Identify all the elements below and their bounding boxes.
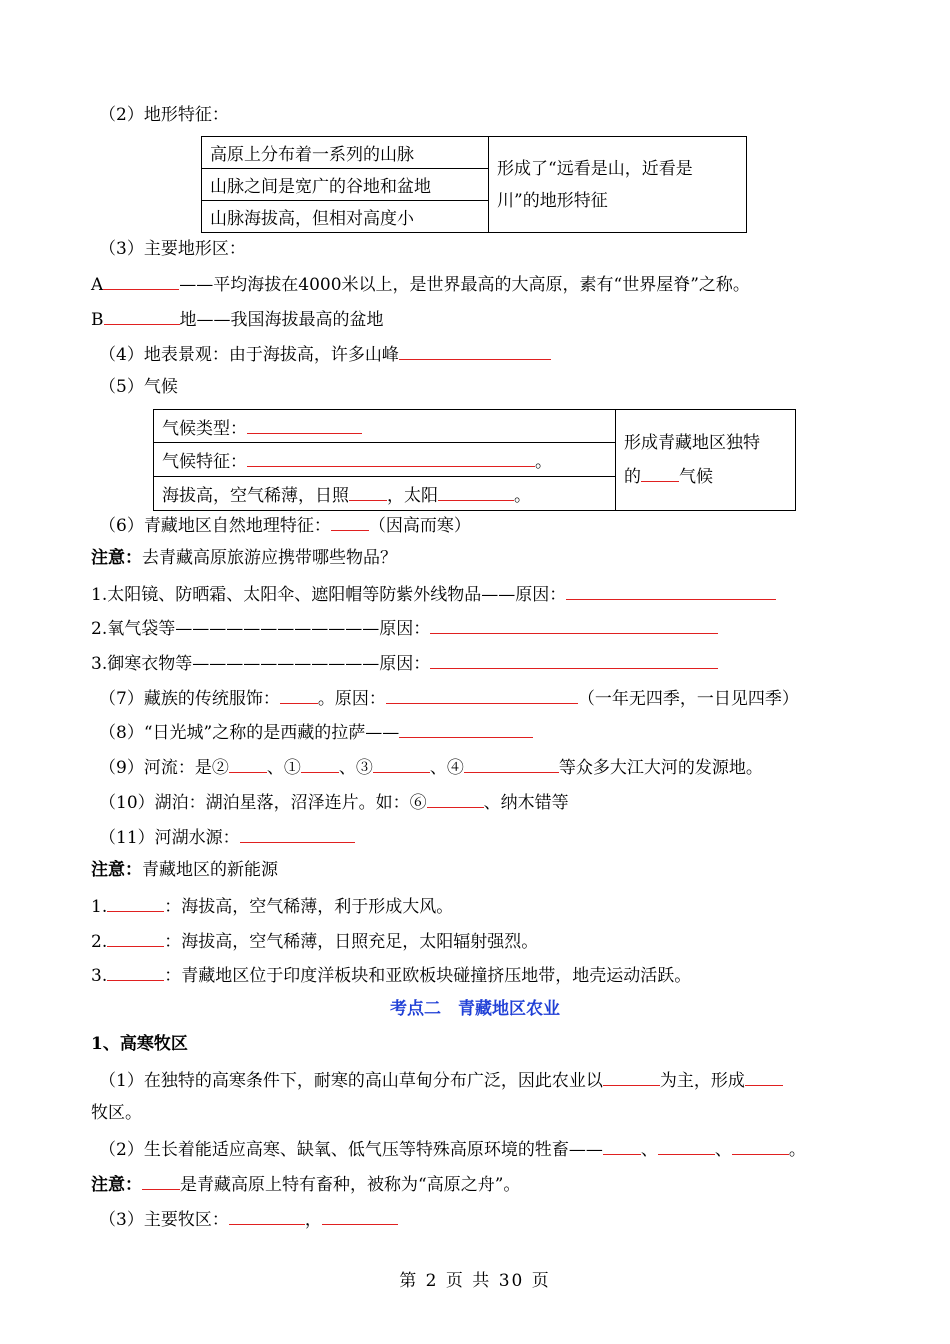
blank-energy-3[interactable] [107, 963, 164, 981]
blank-climate-unique[interactable] [641, 464, 679, 482]
terrain-result: 形成了“远看是山，近看是 川”的地形特征 [489, 137, 747, 233]
section-landforms-label: （3）主要地形区： [99, 239, 246, 259]
climate-result: 形成青藏地区独特 的 气候 [616, 410, 796, 511]
blank-river-2[interactable] [229, 755, 267, 773]
blank-river-1[interactable] [301, 755, 339, 773]
blank-costume[interactable] [280, 686, 318, 704]
surface-landscape: （4）地表景观：由于海拔高，许多山峰 [99, 342, 551, 366]
terrain-row-1: 高原上分布着一系列的山脉 [202, 137, 489, 169]
lakes: （10）湖泊：湖泊星落，沼泽连片。如：⑥ 、纳木错等 [99, 790, 569, 814]
rivers: （9）河流：是② 、① 、③ 、④ 等众多大江大河的发源地。 [99, 755, 763, 779]
blank-sunshine[interactable] [349, 483, 387, 501]
blank-energy-2[interactable] [107, 929, 164, 947]
climate-feature-row: 气候特征： 。 [154, 443, 616, 477]
terrain-row-3: 山脉海拔高，但相对高度小 [202, 201, 489, 233]
blank-livestock-1[interactable] [603, 1137, 641, 1155]
blank-river-3[interactable] [373, 755, 430, 773]
blank-sun[interactable] [438, 483, 514, 501]
travel-item-2: 2.氧气袋等————————————原因： [91, 616, 718, 640]
sun-city: （8）“日光城”之称的是西藏的拉萨—— [99, 720, 533, 744]
blank-reason-1[interactable] [566, 582, 776, 600]
blank-costume-reason[interactable] [386, 686, 578, 704]
pastoral-p1: （1）在独特的高寒条件下，耐寒的高山草甸分布广泛，因此农业以 为主，形成 [99, 1068, 783, 1092]
blank-water-source[interactable] [240, 825, 355, 843]
blank-reason-3[interactable] [430, 651, 718, 669]
note-travel: 注意：去青藏高原旅游应携带哪些物品？ [91, 548, 397, 568]
pastoral-p2: （2）生长着能适应高寒、缺氧、低气压等特殊高原环境的牲畜—— 、 、 。 [99, 1137, 806, 1161]
blank-b[interactable] [104, 307, 180, 325]
blank-pastoral-region[interactable] [745, 1068, 783, 1086]
blank-climate-type[interactable] [247, 416, 362, 434]
heading-pastoral: 1、高寒牧区 [91, 1034, 188, 1054]
blank-pasture-2[interactable] [322, 1207, 398, 1225]
blank-livestock-2[interactable] [658, 1137, 715, 1155]
blank-climate-feature[interactable] [247, 449, 535, 467]
tibetan-costume: （7）藏族的传统服饰： 。原因： （一年无四季，一日见四季） [99, 686, 799, 710]
energy-item-1: 1. ：海拔高，空气稀薄，利于形成大风。 [91, 894, 453, 918]
blank-energy-1[interactable] [107, 894, 164, 912]
energy-item-2: 2. ：海拔高，空气稀薄，日照充足，太阳辐射强烈。 [91, 929, 538, 953]
climate-table [153, 409, 796, 511]
blank-sun-city[interactable] [399, 720, 533, 738]
page-footer: 第 2 页 共 30 页 [399, 1271, 551, 1291]
pastoral-p1-cont: 牧区。 [91, 1103, 142, 1123]
landform-b: B 地——我国海拔最高的盆地 [91, 307, 384, 331]
blank-livestock-3[interactable] [732, 1137, 789, 1155]
climate-cause-row: 海拔高，空气稀薄，日照 ，太阳 。 [154, 477, 616, 511]
blank-landscape[interactable] [399, 342, 551, 360]
blank-pasture-1[interactable] [229, 1207, 305, 1225]
natural-feature: （6）青藏地区自然地理特征： （因高而寒） [99, 513, 471, 537]
landform-a: A ——平均海拔在4000米以上，是世界最高的大高原，素有“世界屋脊”之称。 [91, 272, 750, 296]
section-climate-label: （5）气候 [99, 377, 178, 397]
travel-item-1: 1.太阳镜、防晒霜、太阳伞、遮阳帽等防紫外线物品——原因： [91, 582, 776, 606]
terrain-row-2: 山脉之间是宽广的谷地和盆地 [202, 169, 489, 201]
terrain-table [201, 136, 747, 233]
note-energy: 注意：青藏地区的新能源 [91, 860, 278, 880]
blank-river-4[interactable] [464, 755, 559, 773]
blank-yak[interactable] [142, 1172, 180, 1190]
blank-reason-2[interactable] [430, 616, 718, 634]
travel-item-3: 3.御寒衣物等———————————原因： [91, 651, 718, 675]
section-2-title: 考点二 青藏地区农业 [390, 999, 560, 1019]
water-source: （11）河湖水源： [99, 825, 355, 849]
pastoral-p3: （3）主要牧区： ， [99, 1207, 398, 1231]
note-yak: 注意： 是青藏高原上特有畜种，被称为“高原之舟”。 [91, 1172, 520, 1196]
energy-item-3: 3. ：青藏地区位于印度洋板块和亚欧板块碰撞挤压地带，地壳运动活跃。 [91, 963, 691, 987]
blank-agriculture[interactable] [603, 1068, 660, 1086]
section-terrain-label: （2）地形特征： [99, 105, 229, 125]
blank-lake[interactable] [427, 790, 484, 808]
blank-natural-feature[interactable] [331, 513, 369, 531]
blank-a[interactable] [103, 272, 179, 290]
climate-type-row: 气候类型： [154, 410, 616, 443]
